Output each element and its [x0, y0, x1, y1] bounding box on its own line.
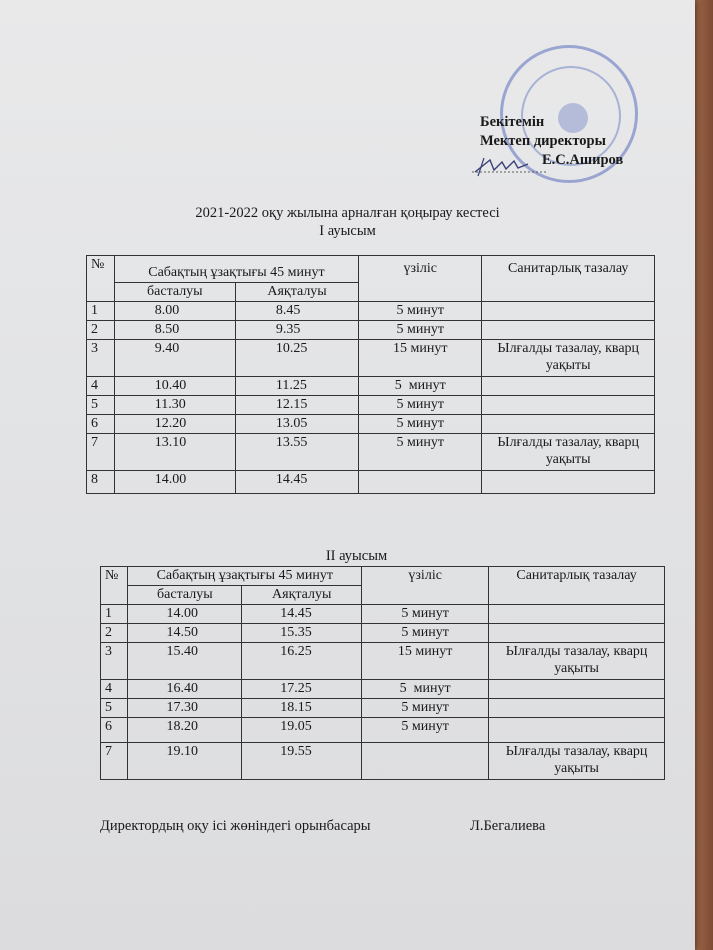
approval-line-2: Мектеп директоры [480, 133, 606, 149]
row-number: 4 [87, 377, 115, 396]
end-time: 9.35 [235, 321, 358, 340]
start-time: 13.10 [114, 434, 235, 471]
row-number: 8 [87, 471, 115, 494]
shift2-table [100, 566, 665, 780]
sanitary-note [482, 302, 655, 321]
start-time: 18.20 [128, 718, 242, 743]
sanitary-note [482, 396, 655, 415]
table-row [101, 605, 665, 624]
break-length: 5 минут [362, 624, 489, 643]
table-row [87, 321, 655, 340]
sanitary-note [489, 624, 665, 643]
end-time: 10.25 [235, 340, 358, 377]
break-length: 5 минут [362, 718, 489, 743]
start-time: 12.20 [114, 415, 235, 434]
header-duration: Сабақтың ұзақтығы 45 минут [128, 567, 362, 586]
sanitary-note: Ылғалды тазалау, кварц уақыты [482, 434, 655, 471]
start-time: 8.00 [114, 302, 235, 321]
start-time: 11.30 [114, 396, 235, 415]
start-time: 16.40 [128, 680, 242, 699]
break-length: 5 минут [359, 377, 482, 396]
row-number: 2 [101, 624, 128, 643]
break-length: 5 минут [362, 680, 489, 699]
row-number: 5 [87, 396, 115, 415]
sanitary-note: Ылғалды тазалау, кварц уақыты [482, 340, 655, 377]
table-header-row [101, 567, 665, 586]
header-end: Аяқталуы [242, 586, 362, 605]
end-time: 12.15 [235, 396, 358, 415]
footer-position: Директордың оқу ісі жөніндегі орынбасары [100, 818, 371, 834]
break-length: 5 минут [359, 396, 482, 415]
break-length: 5 минут [359, 434, 482, 471]
row-number: 3 [101, 643, 128, 680]
table-row [87, 302, 655, 321]
table-row [87, 396, 655, 415]
table-row [87, 340, 655, 377]
end-time: 18.15 [242, 699, 362, 718]
sanitary-note [489, 718, 665, 743]
start-time: 14.00 [114, 471, 235, 494]
row-number: 5 [101, 699, 128, 718]
end-time: 8.45 [235, 302, 358, 321]
sanitary-note [482, 377, 655, 396]
break-length: 5 минут [359, 302, 482, 321]
end-time: 16.25 [242, 643, 362, 680]
break-length: 15 минут [359, 340, 482, 377]
sanitary-note: Ылғалды тазалау, кварц уақыты [489, 643, 665, 680]
start-time: 15.40 [128, 643, 242, 680]
header-break: үзіліс [362, 567, 489, 605]
end-time: 15.35 [242, 624, 362, 643]
table-row [101, 624, 665, 643]
director-signature [470, 150, 550, 180]
start-time: 9.40 [114, 340, 235, 377]
start-time: 19.10 [128, 743, 242, 780]
header-start: басталуы [128, 586, 242, 605]
header-num: № [101, 567, 128, 605]
start-time: 14.00 [128, 605, 242, 624]
break-length: 5 минут [362, 605, 489, 624]
table-row [101, 718, 665, 743]
break-length [362, 743, 489, 780]
row-number: 2 [87, 321, 115, 340]
sanitary-note [482, 415, 655, 434]
end-time: 19.55 [242, 743, 362, 780]
row-number: 7 [101, 743, 128, 780]
row-number: 6 [101, 718, 128, 743]
table-row [101, 643, 665, 680]
shift1-label: I ауысым [319, 223, 376, 239]
table-row [87, 377, 655, 396]
sanitary-note [489, 699, 665, 718]
start-time: 10.40 [114, 377, 235, 396]
row-number: 3 [87, 340, 115, 377]
end-time: 14.45 [235, 471, 358, 494]
row-number: 1 [87, 302, 115, 321]
table-row [101, 680, 665, 699]
end-time: 17.25 [242, 680, 362, 699]
header-duration: Сабақтың ұзақтығы 45 минут [114, 256, 358, 283]
approval-line-1: Бекітемін [480, 114, 545, 130]
start-time: 17.30 [128, 699, 242, 718]
table-row [101, 699, 665, 718]
header-num: № [87, 256, 115, 302]
table-row [87, 415, 655, 434]
header-start: басталуы [114, 283, 235, 302]
header-end: Аяқталуы [235, 283, 358, 302]
header-break: үзіліс [359, 256, 482, 302]
end-time: 14.45 [242, 605, 362, 624]
row-number: 4 [101, 680, 128, 699]
row-number: 7 [87, 434, 115, 471]
table-row [87, 471, 655, 494]
table-row [87, 434, 655, 471]
row-number: 1 [101, 605, 128, 624]
shift2-label: II ауысым [325, 548, 388, 564]
break-length: 15 минут [362, 643, 489, 680]
end-time: 13.55 [235, 434, 358, 471]
table-row [101, 743, 665, 780]
row-number: 6 [87, 415, 115, 434]
break-length [359, 471, 482, 494]
end-time: 13.05 [235, 415, 358, 434]
end-time: 19.05 [242, 718, 362, 743]
approval-line-3: Е.С.Аширов [542, 152, 624, 168]
document-title: 2021-2022 оқу жылына арналған қоңырау кестесі [195, 205, 500, 221]
table-header-row [87, 256, 655, 283]
break-length: 5 минут [362, 699, 489, 718]
sanitary-note: Ылғалды тазалау, кварц уақыты [489, 743, 665, 780]
start-time: 14.50 [128, 624, 242, 643]
break-length: 5 минут [359, 415, 482, 434]
header-sanitary: Санитарлық тазалау [482, 256, 655, 302]
start-time: 8.50 [114, 321, 235, 340]
break-length: 5 минут [359, 321, 482, 340]
sanitary-note [482, 471, 655, 494]
sanitary-note [482, 321, 655, 340]
end-time: 11.25 [235, 377, 358, 396]
footer-name: Л.Бегалиева [470, 818, 546, 834]
shift1-table [86, 255, 655, 494]
header-sanitary: Санитарлық тазалау [489, 567, 665, 605]
sanitary-note [489, 605, 665, 624]
sanitary-note [489, 680, 665, 699]
